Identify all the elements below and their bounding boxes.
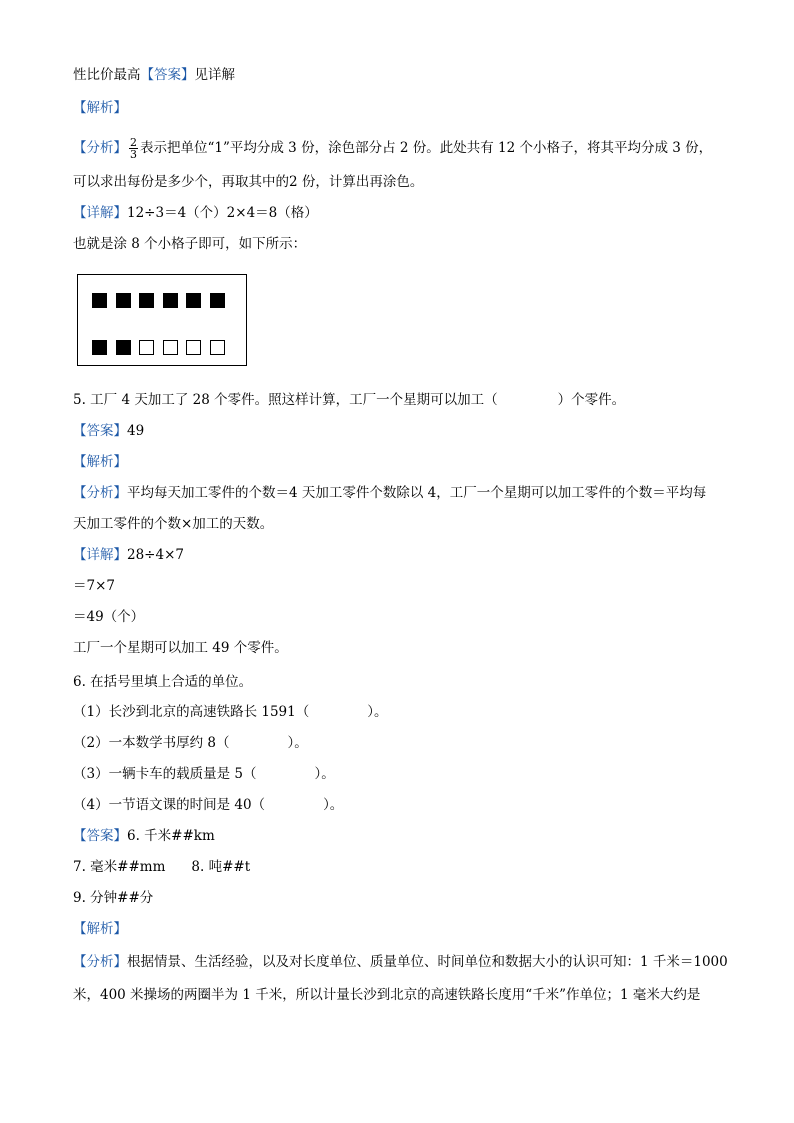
question-6-item xyxy=(73,703,388,721)
grid-cell-filled xyxy=(116,340,131,355)
grid-cell-empty xyxy=(163,340,178,355)
jiexi-heading: 【解析】 xyxy=(73,454,127,470)
answer-text: 49 xyxy=(127,423,145,439)
answer-text: 8. 吨##t xyxy=(191,859,251,875)
grid-cell-filled xyxy=(92,340,107,355)
grid-cell-filled xyxy=(163,293,178,308)
question-6-item xyxy=(73,765,335,783)
conclusion-line: 也就是涂 8 个小格子即可，如下所示： xyxy=(73,236,307,252)
item-text: ）。 xyxy=(314,766,335,782)
analysis-line xyxy=(73,484,706,502)
grid-cell-filled xyxy=(186,293,201,308)
grid-figure xyxy=(77,274,247,366)
detail-step: ＝7×7 xyxy=(73,578,115,594)
answer-text: 6. 千米##km xyxy=(127,828,215,844)
grid-cell-filled xyxy=(210,293,225,308)
answer-tag: 【答案】 xyxy=(73,423,127,439)
grid-cell-empty xyxy=(139,340,154,355)
fraction xyxy=(129,137,138,160)
analysis-line xyxy=(73,137,712,160)
detail-line xyxy=(73,546,184,564)
item-text: ）。 xyxy=(323,797,344,813)
analysis-tag: 【分析】 xyxy=(73,954,127,970)
item-text: （3）一辆卡车的载质量是 5（ xyxy=(73,766,257,782)
answer-line xyxy=(73,827,215,845)
answer-line xyxy=(73,422,144,440)
analysis-tag: 【分析】 xyxy=(73,485,127,501)
analysis-line xyxy=(73,953,728,971)
question-6-item xyxy=(73,796,343,814)
analysis-line: 天加工零件的个数×加工的天数。 xyxy=(73,516,274,532)
grid-cell-filled xyxy=(92,293,107,308)
jiexi-heading: 【解析】 xyxy=(73,100,127,116)
fraction-numerator: 2 xyxy=(130,136,137,149)
answer-line: 9. 分钟##分 xyxy=(73,890,154,906)
analysis-tag: 【分析】 xyxy=(73,140,127,156)
analysis-text: 根据情景、生活经验，以及对长度单位、质量单位、时间单位和数据大小的认识可知：1 千米＝1000 xyxy=(127,954,728,970)
analysis-text: 平均每天加工零件的个数＝4 天加工零件个数除以 4，工厂一个星期可以加工零件的个数＝平均每 xyxy=(127,485,707,501)
grid-cell-empty xyxy=(210,340,225,355)
answer-line-top xyxy=(73,66,235,84)
question-text: ）个零件。 xyxy=(557,392,626,408)
item-text: ）。 xyxy=(287,735,308,751)
analysis-line: 可以求出每份是多少个，再取其中的2 份，计算出再涂色。 xyxy=(73,174,424,190)
answer-tag: 【答案】 xyxy=(73,828,127,844)
text-fragment: 性比价最高 xyxy=(73,67,141,83)
text-fragment: 见详解 xyxy=(194,67,235,83)
detail-text: 12÷3＝4（个）2×4＝8（格） xyxy=(127,205,318,221)
detail-line xyxy=(73,204,318,222)
detail-text: 28÷4×7 xyxy=(127,547,184,563)
answer-line xyxy=(73,858,250,876)
item-text: ）。 xyxy=(367,704,388,720)
question-6-item xyxy=(73,734,308,752)
item-text: （1）长沙到北京的高速铁路长 1591（ xyxy=(73,704,310,720)
answer-text: 7. 毫米##mm xyxy=(73,859,166,875)
detail-tag: 【详解】 xyxy=(73,547,127,563)
analysis-line: 米，400 米操场的两圈半为 1 千米，所以计量长沙到北京的高速铁路长度用“千米”作单位；1 毫米大约是 xyxy=(73,987,701,1003)
detail-step: ＝49（个） xyxy=(73,609,145,625)
grid-cell-filled xyxy=(139,293,154,308)
analysis-text: 表示把单位“1”平均分成 3 份，涂色部分占 2 份。此处共有 12 个小格子，将其平均分成 3 份， xyxy=(140,140,713,156)
item-text: （2）一本数学书厚约 8（ xyxy=(73,735,230,751)
detail-tag: 【详解】 xyxy=(73,205,127,221)
grid-cell-filled xyxy=(116,293,131,308)
grid-cell-empty xyxy=(186,340,201,355)
item-text: （4）一节语文课的时间是 40（ xyxy=(73,797,266,813)
conclusion-line: 工厂一个星期可以加工 49 个零件。 xyxy=(73,640,288,656)
question-5 xyxy=(73,391,625,409)
jiexi-heading: 【解析】 xyxy=(73,921,127,937)
answer-tag: 【答案】 xyxy=(140,67,195,83)
fraction-denominator: 3 xyxy=(130,148,137,161)
question-6-title: 6. 在括号里填上合适的单位。 xyxy=(73,674,253,690)
question-text: 5. 工厂 4 天加工了 28 个零件。照这样计算，工厂一个星期可以加工（ xyxy=(73,392,498,408)
